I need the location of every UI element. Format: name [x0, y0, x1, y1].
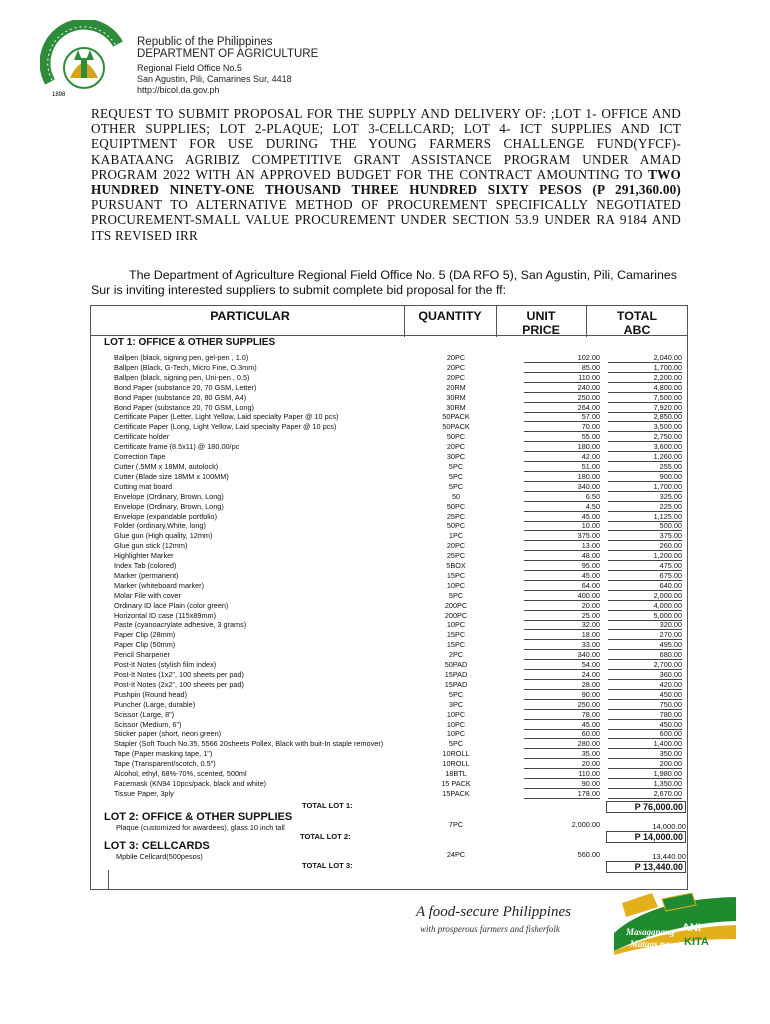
item-unit-price: 18.00 — [524, 630, 600, 640]
item-particular: Horizontal ID case (115x89mm) — [114, 610, 217, 620]
item-quantity: 10PC — [446, 620, 466, 630]
lot2-unit: 2,000.00 — [571, 820, 600, 829]
item-quantity: 10PC — [446, 719, 466, 729]
document-title — [91, 106, 681, 243]
item-unit-price: 20.00 — [524, 601, 600, 611]
item-unit-price: 42.00 — [524, 452, 600, 462]
footer-tagline: A food-secure Philippines — [416, 904, 571, 920]
item-unit-price: 33.00 — [524, 640, 600, 650]
item-unit-price: 13.00 — [524, 541, 600, 551]
logo-line1: Masaganang — [626, 927, 675, 937]
item-unit-price: 102.00 — [524, 353, 600, 363]
item-quantity: 5BOX — [446, 561, 466, 571]
item-particular: Tissue Paper, 3ply — [114, 788, 174, 798]
item-unit-price: 24.00 — [524, 670, 600, 680]
item-particular: Paste (cyanoacrylate adhesive, 3 grams) — [114, 620, 247, 630]
item-total: 360.00 — [608, 670, 682, 680]
item-quantity: 20PC — [446, 541, 466, 551]
title-part1: REQUEST TO SUBMIT PROPOSAL FOR THE SUPPLY AND DELIVERY OF: ;LOT 1- OFFICE AND OTHER SUPPLIES; LOT 2-PLAQUE; LOT 3-CELLCARD; LOT 4- ICT SUPPLIES AND ICT EQUIPTMENT FOR USE DURING THE YOUNG FARMERS CHALLENGE FUND(YFCF)-KABATAANG AGRIBIZ COMPETITIVE GRANT ASSISTANCE PROGRAM UNDER AMAD PROGRAM 2022 WITH AN APPROVED BUDGET FOR THE CONTRACT AMOUNTING TO — [91, 106, 681, 182]
item-particular: Pencil Sharpener — [114, 650, 170, 660]
footer-subtagline: with prosperous farmers and fisherfolk — [420, 924, 560, 934]
item-particular: Bond Paper (substance 20, 70 GSM, Letter) — [114, 382, 257, 392]
lot3-qty: 24PC — [446, 850, 466, 859]
item-unit-price: 110.00 — [524, 769, 600, 779]
item-quantity: 10ROLL — [442, 759, 470, 769]
item-total: 2,750.00 — [608, 432, 682, 442]
item-total: 2,000.00 — [608, 591, 682, 601]
item-unit-price: 55.00 — [524, 432, 600, 442]
item-unit-price: 70.00 — [524, 422, 600, 432]
item-quantity: 15PAD — [444, 670, 468, 679]
item-quantity: 50PC — [446, 432, 466, 442]
item-unit-price: 35.00 — [524, 749, 600, 759]
item-unit-price: 180.00 — [524, 472, 600, 482]
item-unit-price: 78.00 — [524, 710, 600, 720]
item-quantity: 10PC — [446, 729, 466, 739]
table-footer-line — [108, 870, 109, 890]
logo-kita: KITA — [684, 936, 709, 948]
item-particular: Paper Clip (50mm) — [114, 640, 176, 650]
header-office: Regional Field Office No.5 — [137, 63, 242, 73]
item-particular: Bond Paper (substance 20, 70 GSM, Long) — [114, 402, 254, 412]
lot3-total-label: TOTAL LOT 3: — [302, 861, 353, 870]
item-particular: Certificate Paper (Letter, Light Yellow, Laid specialty Paper @ 10 pcs) — [114, 412, 339, 422]
item-particular: Folder (ordinary,White, long) — [114, 521, 206, 531]
item-quantity: 10PC — [446, 580, 466, 590]
item-particular: Tape (Transparent/scotch, 0.5") — [114, 759, 216, 769]
item-unit-price: 25.00 — [524, 611, 600, 621]
item-particular: Alcohol, ethyl, 68%-70%, scented, 500ml — [114, 769, 247, 779]
item-total: 7,920.00 — [608, 403, 682, 413]
item-unit-price: 45.00 — [524, 512, 600, 522]
item-quantity: 30RM — [446, 402, 466, 412]
item-quantity: 5PC — [448, 481, 464, 491]
item-total: 500.00 — [608, 521, 682, 531]
item-particular: Ballpen (Black, G-Tech, Micro Fine, O.3mm) — [114, 362, 257, 372]
seal-year: 1898 — [52, 92, 66, 98]
item-quantity: 15PC — [446, 570, 466, 580]
item-quantity: 20PC — [446, 353, 466, 362]
item-total: 475.00 — [608, 561, 682, 571]
item-quantity: 50PC — [446, 521, 466, 531]
item-particular: Marker (permanent) — [114, 570, 179, 580]
header-department: DEPARTMENT OF AGRICULTURE — [137, 48, 319, 60]
item-quantity: 18BTL — [445, 769, 467, 779]
lot2-total-value: P 14,000.00 — [606, 831, 686, 843]
item-total: 270.00 — [608, 630, 682, 640]
item-particular: Correction Tape — [114, 452, 166, 462]
item-quantity: 5PC — [448, 471, 464, 481]
item-unit-price: 10.00 — [524, 521, 600, 531]
item-particular: Scissor (Medium, 6") — [114, 719, 182, 729]
item-quantity: 5PC — [448, 739, 464, 749]
intro-paragraph: The Department of Agriculture Regional Field Office No. 5 (DA RFO 5), San Agustin, Pili, Camarines Sur is inviting interested suppliers to submit complete bid proposal for the ff: — [91, 268, 677, 297]
lot3-title: LOT 3: CELLCARDS — [104, 840, 210, 852]
item-total: 680.00 — [608, 650, 682, 660]
item-unit-price: 264.00 — [524, 403, 600, 413]
item-quantity: 25PC — [446, 511, 466, 521]
item-particular: Marker (whiteboard marker) — [114, 580, 205, 590]
item-unit-price: 95.00 — [524, 561, 600, 571]
item-unit-price: 250.00 — [524, 700, 600, 710]
item-unit-price: 90.00 — [524, 690, 600, 700]
item-particular: Envelope (Ordinary, Brown, Long) — [114, 491, 224, 501]
item-unit-price: 45.00 — [524, 720, 600, 730]
lot2-total: 14,000.00 — [608, 822, 686, 832]
col-quantity: QUANTITY — [418, 309, 482, 323]
item-total: 200.00 — [608, 759, 682, 769]
item-total: 5,000.00 — [608, 611, 682, 621]
item-unit-price: 375.00 — [524, 531, 600, 541]
item-quantity: 15PC — [446, 640, 466, 650]
item-unit-price: 60.00 — [524, 729, 600, 739]
item-total: 225.00 — [608, 502, 682, 512]
item-quantity: 50PACK — [442, 422, 470, 432]
lot3-unit: 560.00 — [577, 850, 600, 859]
item-particular: Ordinary ID lace Plain (color green) — [114, 600, 229, 610]
item-particular: Stapler (Soft Touch No.35, 5566 20sheets Pollex, Black with buit-In staple remover) — [114, 739, 384, 749]
item-total: 1,125.00 — [608, 512, 682, 522]
item-quantity: 30PC — [446, 452, 466, 462]
item-total: 1,700.00 — [608, 482, 682, 492]
item-total: 1,200.00 — [608, 551, 682, 561]
item-quantity: 200PC — [444, 600, 468, 610]
item-unit-price: 20.00 — [524, 759, 600, 769]
item-total: 7,500.00 — [608, 393, 682, 403]
item-particular: Paper Clip (28mm) — [114, 630, 176, 640]
item-total: 1,980.00 — [608, 769, 682, 779]
item-total: 1,700.00 — [608, 363, 682, 373]
item-quantity: 20PC — [446, 372, 466, 382]
item-unit-price: 90.00 — [524, 779, 600, 789]
item-unit-price: 250.00 — [524, 393, 600, 403]
item-quantity: 200PC — [444, 610, 468, 620]
department-seal — [40, 20, 132, 100]
item-total: 375.00 — [608, 531, 682, 541]
item-quantity: 20RM — [446, 382, 466, 392]
item-quantity: 20PC — [446, 362, 466, 372]
lot2-item: Plaque (customized for awardees), glass 10 inch tall — [116, 823, 285, 832]
item-unit-price: 340.00 — [524, 482, 600, 492]
item-total: 2,700.00 — [608, 660, 682, 670]
item-unit-price: 180.00 — [524, 442, 600, 452]
lot2-qty: 7PC — [448, 820, 464, 829]
item-particular: Certificate holder — [114, 432, 170, 442]
logo-ani: ANI — [682, 922, 701, 934]
item-quantity: 2PC — [448, 650, 464, 660]
item-total: 420.00 — [608, 680, 682, 690]
item-quantity: 15PAD — [444, 679, 468, 689]
item-quantity: 25PC — [446, 551, 466, 561]
item-particular: Molar File with cover — [114, 590, 181, 600]
title-amount: TWO HUNDRED NINETY-ONE THOUSAND THREE HUNDRED SIXTY PESOS (P 291,360.00) — [91, 166, 681, 198]
item-quantity: 10ROLL — [442, 749, 470, 759]
item-particular: Pushpin (Round head) — [114, 689, 188, 699]
header-address: San Agustin, Pili, Camarines Sur, 4418 — [137, 74, 292, 84]
item-total: 2,670.00 — [608, 789, 682, 799]
lot3-total: 13,440.00 — [608, 852, 686, 862]
item-unit-price: 400.00 — [524, 591, 600, 601]
item-particular: Certificate frame (8.5x11) @ 180.00/pc — [114, 442, 240, 452]
item-unit-price: 110.00 — [524, 373, 600, 383]
item-unit-price: 28.00 — [524, 680, 600, 690]
item-quantity: 30RM — [446, 392, 466, 402]
item-particular: Sticker paper (short, neon green) — [114, 729, 222, 739]
item-total: 780.00 — [608, 710, 682, 720]
item-unit-price: 51.00 — [524, 462, 600, 472]
item-total: 3,500.00 — [608, 422, 682, 432]
item-total: 3,600.00 — [608, 442, 682, 452]
lot2-total-label: TOTAL LOT 2: — [300, 832, 351, 841]
item-particular: Certificate Paper (Long, Light Yellow, Laid specialty Paper @ 10 pcs) — [114, 422, 337, 432]
item-unit-price: 54.00 — [524, 660, 600, 670]
item-particular: Post-It Notes (stylish film index) — [114, 660, 217, 670]
item-total: 900.00 — [608, 472, 682, 482]
lot1-title: LOT 1: OFFICE & OTHER SUPPLIES — [104, 337, 276, 348]
lot3-item: Mpbile Cellcard(500pesos) — [116, 852, 203, 861]
item-particular: Facemask (KN94 10pcs/pack, black and white) — [114, 778, 267, 788]
item-unit-price: 48.00 — [524, 551, 600, 561]
item-particular: Scissor (Large, 8") — [114, 709, 175, 719]
item-particular: Glue gun (High quality, 12mm) — [114, 531, 213, 541]
item-particular: Cutter (Blade size 18MM x 100MM) — [114, 471, 229, 481]
item-particular: Post-It Notes (2x2", 100 sheets per pad) — [114, 679, 244, 689]
item-total: 2,850.00 — [608, 412, 682, 422]
item-quantity: 10PC — [446, 709, 466, 719]
title-part2: PURSUANT TO ALTERNATIVE METHOD OF PROCUREMENT SPECIFICALLY NEGOTIATED PROCUREMENT-SMALL VALUE PROCUREMENT UNDER SECTION 53.9 UNDER RA 9184 AND ITS REVISED IRR — [91, 197, 681, 243]
masaganang-ani-logo — [612, 893, 738, 955]
item-total: 260.00 — [608, 541, 682, 551]
item-particular: Puncher (Large, durable) — [114, 699, 196, 709]
item-total: 320.00 — [608, 620, 682, 630]
item-particular: Highlighter Marker — [114, 551, 174, 561]
item-total: 640.00 — [608, 581, 682, 591]
item-unit-price: 64.00 — [524, 581, 600, 591]
item-quantity: 15PACK — [442, 788, 470, 798]
item-particular: Envelope (expandable portfolio) — [114, 511, 218, 521]
item-unit-price: 6.50 — [524, 492, 600, 502]
col-particular: PARTICULAR — [210, 309, 290, 323]
item-total: 1,350.00 — [608, 779, 682, 789]
item-particular: Envelope (Ordinary, Brown, Long) — [114, 501, 224, 511]
item-particular: Ballpen (black, signing pen, gel-pen , 1.0) — [114, 353, 249, 362]
item-total: 750.00 — [608, 700, 682, 710]
header-website: http://bicol.da.gov.ph — [137, 85, 220, 95]
item-total: 325.00 — [608, 492, 682, 502]
item-quantity: 50PC — [446, 501, 466, 511]
item-particular: Index Tab (colored) — [114, 561, 177, 571]
item-particular: Ballpen (black, signing pen, Uni-pen , 0.5) — [114, 372, 250, 382]
item-total: 450.00 — [608, 720, 682, 730]
item-unit-price: 32.00 — [524, 620, 600, 630]
item-total: 2,040.00 — [608, 353, 682, 363]
item-particular: Cutting mat board — [114, 481, 173, 491]
item-particular: Bond Paper (substance 20, 80 GSM, A4) — [114, 392, 247, 402]
item-total: 4,000.00 — [608, 601, 682, 611]
item-unit-price: 340.00 — [524, 650, 600, 660]
item-quantity: 5PC — [448, 461, 464, 471]
item-total: 450.00 — [608, 690, 682, 700]
item-quantity: 5PC — [448, 590, 464, 600]
item-total: 600.00 — [608, 729, 682, 739]
item-unit-price: 178.00 — [524, 789, 600, 799]
item-quantity: 1PC — [448, 531, 464, 541]
item-quantity: 50 — [451, 491, 461, 501]
header-republic: Republic of the Philippines — [137, 36, 273, 48]
item-quantity: 50PAD — [444, 660, 468, 670]
item-total: 675.00 — [608, 571, 682, 581]
item-unit-price: 45.00 — [524, 571, 600, 581]
col-total-abc: TOTAL ABC — [616, 309, 658, 337]
item-particular: Cutter (.5MM x 18MM, autolock) — [114, 461, 219, 471]
item-quantity: 20PC — [446, 442, 466, 452]
item-quantity: 3PC — [448, 699, 464, 709]
item-particular: Tape (Paper masking tape, 1") — [114, 749, 213, 759]
item-total: 495.00 — [608, 640, 682, 650]
item-quantity: 5PC — [448, 689, 464, 699]
item-quantity: 15PC — [446, 630, 466, 640]
lot1-total-label: TOTAL LOT 1: — [302, 801, 353, 810]
item-total: 1,400.00 — [608, 739, 682, 749]
item-particular: Post-It Notes (1x2", 100 sheets per pad) — [114, 670, 244, 679]
lot2-title: LOT 2: OFFICE & OTHER SUPPLIES — [104, 811, 293, 823]
logo-line2: Mataas na — [630, 939, 670, 949]
item-total: 1,260.00 — [608, 452, 682, 462]
item-unit-price: 240.00 — [524, 383, 600, 393]
lot3-total-value: P 13,440.00 — [606, 861, 686, 873]
item-total: 255.00 — [608, 462, 682, 472]
item-unit-price: 4.50 — [524, 502, 600, 512]
item-total: 4,800.00 — [608, 383, 682, 393]
item-quantity: 15 PACK — [441, 778, 471, 788]
item-total: 2,200.00 — [608, 373, 682, 383]
item-unit-price: 280.00 — [524, 739, 600, 749]
item-unit-price: 57.00 — [524, 412, 600, 422]
item-quantity: 50PACK — [442, 412, 470, 422]
item-unit-price: 85.00 — [524, 363, 600, 373]
lot1-total-value: P 76,000.00 — [606, 801, 686, 813]
item-particular: Glue gun stick (12mm) — [114, 541, 188, 551]
item-total: 350.00 — [608, 749, 682, 759]
col-unit-price: UNIT PRICE — [522, 309, 560, 337]
